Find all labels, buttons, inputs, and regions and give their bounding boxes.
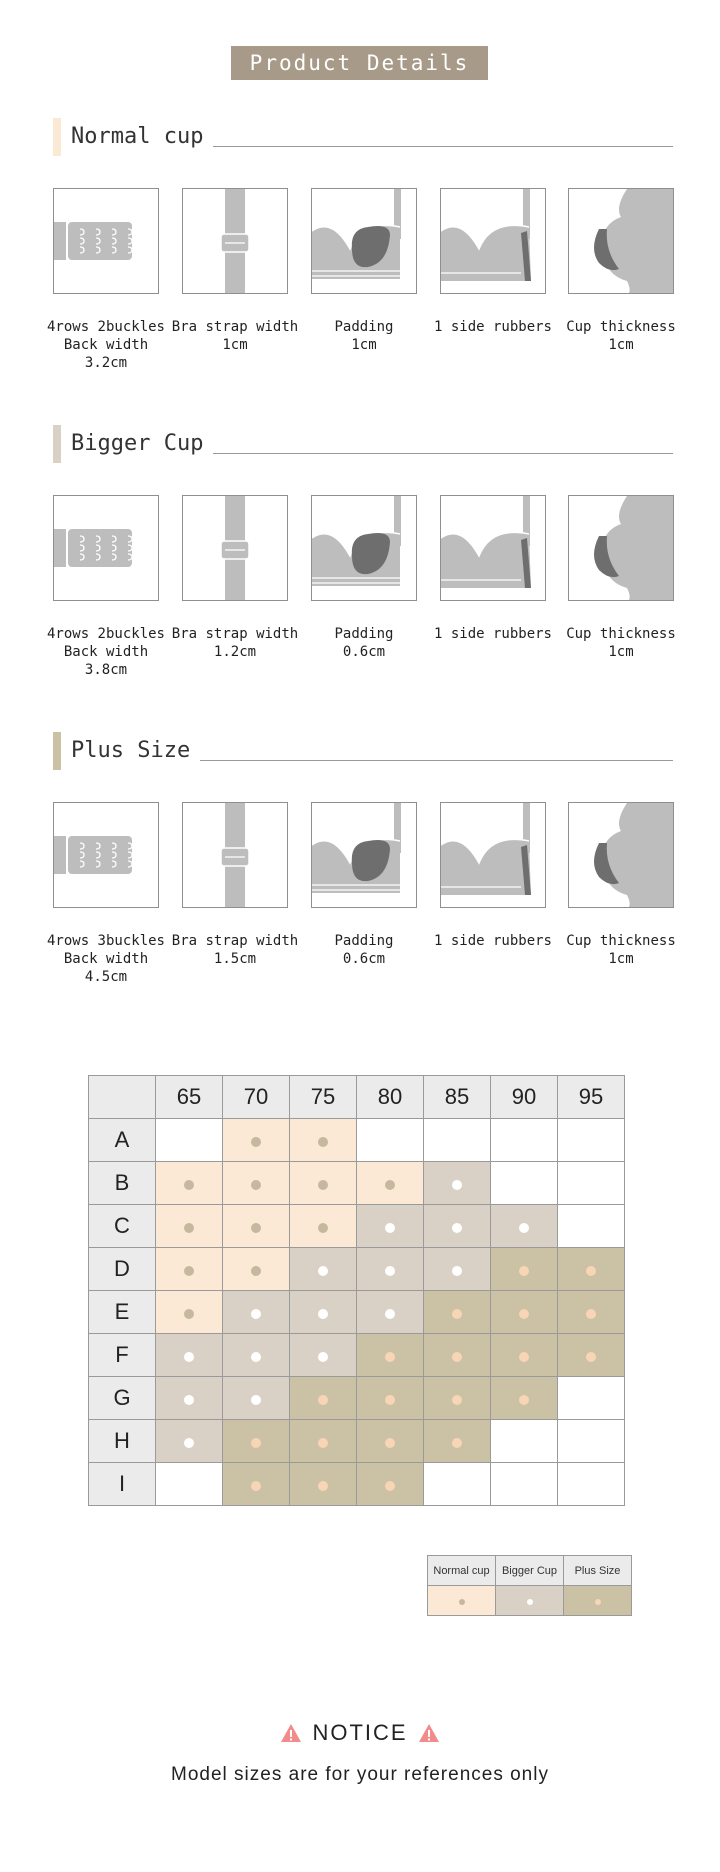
availability-dot [184,1180,194,1190]
size-empty-cell [558,1162,625,1205]
legend-labels [428,1556,632,1586]
cup-size-header: B [89,1162,156,1205]
availability-dot [251,1223,261,1233]
availability-dot [452,1266,462,1276]
table-row [89,1162,625,1205]
size-available-cell [491,1291,558,1334]
cup-size-header: A [89,1119,156,1162]
feature-caption [294,932,434,968]
availability-dot [251,1481,261,1491]
availability-dot [318,1266,328,1276]
size-available-cell [357,1162,424,1205]
availability-dot [452,1395,462,1405]
size-available-cell [223,1334,290,1377]
availability-dot [251,1180,261,1190]
section-header [53,118,673,158]
availability-dot [318,1481,328,1491]
size-available-cell [491,1377,558,1420]
section-header [53,732,673,772]
feature-caption [165,625,305,661]
caption-line: 1cm [351,337,377,353]
size-available-cell [156,1377,223,1420]
section-title: Bigger Cup [71,431,204,456]
legend-dot [459,1599,465,1605]
size-empty-cell [424,1119,491,1162]
availability-dot [318,1309,328,1319]
caption-line: Cup thickness [566,933,676,949]
caption-line: 1 side rubbers [433,933,552,949]
padding-icon [311,802,417,908]
caption-line: 4.5cm [84,969,128,985]
caption-line: Cup thickness [566,319,676,335]
legend-dot [527,1599,533,1605]
size-available-cell [223,1291,290,1334]
caption-line: Padding [334,319,394,335]
availability-dot [318,1223,328,1233]
caption-line: 0.6cm [342,644,386,660]
band-size-header: 90 [491,1076,558,1119]
size-available-cell [424,1334,491,1377]
availability-dot [452,1223,462,1233]
cup-thickness-icon [568,188,674,294]
feature-caption [551,318,691,354]
feature-caption [294,318,434,354]
size-available-cell [424,1291,491,1334]
availability-dot [251,1352,261,1362]
size-empty-cell [558,1205,625,1248]
size-empty-cell [491,1420,558,1463]
section-marker [53,425,61,463]
caption-line: 1 side rubbers [433,626,552,642]
availability-dot [251,1309,261,1319]
size-chart-legend [427,1555,632,1616]
availability-dot [385,1266,395,1276]
size-available-cell [491,1248,558,1291]
section-title: Normal cup [71,124,204,149]
availability-dot [385,1309,395,1319]
size-available-cell [290,1248,357,1291]
feature-caption [423,932,563,950]
availability-dot [519,1266,529,1276]
availability-dot [184,1438,194,1448]
table-row [89,1334,625,1377]
availability-dot [385,1481,395,1491]
size-empty-cell [558,1377,625,1420]
bra-strap-icon [182,188,288,294]
size-available-cell [290,1291,357,1334]
feature-caption [294,625,434,661]
section-title: Plus Size [71,738,191,763]
cup-size-header: I [89,1463,156,1506]
legend-swatches [428,1586,632,1616]
warning-triangle-icon [418,1723,440,1743]
caption-line: 1.2cm [213,644,257,660]
caption-line: 1cm [222,337,248,353]
section-divider [213,146,673,147]
feature-caption [551,932,691,968]
band-size-header: 80 [357,1076,424,1119]
size-available-cell [424,1162,491,1205]
size-available-cell [156,1420,223,1463]
size-available-cell [424,1377,491,1420]
caption-line: Bra strap width [171,626,299,642]
caption-line: 1 side rubbers [433,319,552,335]
caption-line: Back width [63,337,149,353]
size-available-cell [290,1205,357,1248]
hook-eye-closure-icon [53,188,159,294]
hook-eye-closure-icon [53,495,159,601]
caption-line: 4rows 3buckles [46,933,165,949]
size-available-cell [424,1420,491,1463]
size-available-cell [156,1291,223,1334]
caption-line: 4rows 2buckles [46,319,165,335]
availability-dot [184,1309,194,1319]
bra-strap-icon [182,802,288,908]
cup-thickness-icon [568,495,674,601]
availability-dot [184,1352,194,1362]
size-available-cell [357,1291,424,1334]
availability-dot [385,1438,395,1448]
section-marker [53,732,61,770]
legend-swatch [496,1586,564,1616]
size-available-cell [156,1334,223,1377]
size-available-cell [223,1463,290,1506]
size-empty-cell [558,1119,625,1162]
size-available-cell [223,1248,290,1291]
table-row [89,1420,625,1463]
section-normal-cup [0,118,720,398]
bra-strap-icon [182,495,288,601]
size-chart-header-row [89,1076,625,1119]
size-available-cell [357,1463,424,1506]
table-row [89,1205,625,1248]
size-empty-cell [558,1420,625,1463]
size-available-cell [156,1162,223,1205]
feature-caption [165,318,305,354]
caption-line: 1cm [608,644,634,660]
cup-size-header: F [89,1334,156,1377]
table-row [89,1248,625,1291]
size-empty-cell [491,1463,558,1506]
caption-line: 0.6cm [342,951,386,967]
caption-line: 3.2cm [84,355,128,371]
availability-dot [385,1223,395,1233]
availability-dot [385,1395,395,1405]
cup-size-header: E [89,1291,156,1334]
legend-swatch [428,1586,496,1616]
side-rubber-icon [440,802,546,908]
caption-line: 1.5cm [213,951,257,967]
availability-dot [452,1438,462,1448]
notice-text: Model sizes are for your references only [171,1764,549,1785]
caption-line: Bra strap width [171,319,299,335]
notice-title: NOTICE [312,1720,408,1745]
table-row [89,1463,625,1506]
size-available-cell [290,1162,357,1205]
availability-dot [251,1438,261,1448]
page-title [231,46,488,80]
feature-caption [36,625,176,679]
band-size-header: 95 [558,1076,625,1119]
caption-line: Back width [63,951,149,967]
size-available-cell [290,1119,357,1162]
padding-icon [311,188,417,294]
feature-caption [36,318,176,372]
cup-size-header: H [89,1420,156,1463]
size-available-cell [290,1420,357,1463]
size-available-cell [357,1205,424,1248]
caption-line: Padding [334,626,394,642]
availability-dot [586,1309,596,1319]
cup-size-header: C [89,1205,156,1248]
size-empty-cell [156,1463,223,1506]
band-size-header: 75 [290,1076,357,1119]
availability-dot [184,1266,194,1276]
section-bigger-cup [0,425,720,705]
legend-label: Bigger Cup [496,1556,564,1586]
hook-eye-closure-icon [53,802,159,908]
availability-dot [385,1180,395,1190]
warning-triangle-icon [280,1723,302,1743]
size-available-cell [156,1205,223,1248]
availability-dot [318,1180,328,1190]
band-size-header: 65 [156,1076,223,1119]
caption-line: 4rows 2buckles [46,626,165,642]
availability-dot [184,1395,194,1405]
size-available-cell [558,1291,625,1334]
size-available-cell [156,1248,223,1291]
availability-dot [184,1223,194,1233]
availability-dot [452,1180,462,1190]
size-empty-cell [491,1162,558,1205]
availability-dot [251,1137,261,1147]
size-empty-cell [156,1119,223,1162]
cup-size-header: D [89,1248,156,1291]
caption-line: Bra strap width [171,933,299,949]
size-available-cell [223,1420,290,1463]
availability-dot [586,1352,596,1362]
size-available-cell [357,1377,424,1420]
caption-line: 1cm [608,951,634,967]
feature-caption [551,625,691,661]
size-available-cell [357,1334,424,1377]
notice-block [0,1720,720,1786]
availability-dot [385,1352,395,1362]
size-empty-cell [491,1119,558,1162]
table-row [89,1291,625,1334]
size-available-cell [424,1205,491,1248]
availability-dot [519,1223,529,1233]
availability-dot [452,1352,462,1362]
size-available-cell [491,1334,558,1377]
section-marker [53,118,61,156]
availability-dot [519,1309,529,1319]
feature-caption [165,932,305,968]
band-size-header: 70 [223,1076,290,1119]
page-title-text: Product Details [249,51,470,75]
legend-swatch [564,1586,632,1616]
size-available-cell [491,1205,558,1248]
section-divider [213,453,673,454]
size-available-cell [223,1162,290,1205]
size-chart-table [88,1075,625,1506]
availability-dot [251,1395,261,1405]
availability-dot [318,1137,328,1147]
section-header [53,425,673,465]
side-rubber-icon [440,495,546,601]
size-empty-cell [357,1119,424,1162]
size-available-cell [357,1248,424,1291]
legend-label: Plus Size [564,1556,632,1586]
caption-line: 1cm [608,337,634,353]
feature-caption [423,318,563,336]
table-row [89,1119,625,1162]
feature-caption [423,625,563,643]
size-available-cell [357,1420,424,1463]
section-plus-size [0,732,720,1012]
caption-line: Cup thickness [566,626,676,642]
padding-icon [311,495,417,601]
size-available-cell [290,1463,357,1506]
size-available-cell [424,1248,491,1291]
legend-label: Normal cup [428,1556,496,1586]
availability-dot [251,1266,261,1276]
caption-line: Back width [63,644,149,660]
size-available-cell [223,1119,290,1162]
cup-size-header: G [89,1377,156,1420]
table-row [89,1377,625,1420]
size-available-cell [290,1334,357,1377]
side-rubber-icon [440,188,546,294]
size-available-cell [558,1248,625,1291]
cup-thickness-icon [568,802,674,908]
size-available-cell [223,1377,290,1420]
availability-dot [519,1352,529,1362]
size-available-cell [558,1334,625,1377]
availability-dot [318,1438,328,1448]
feature-caption [36,932,176,986]
availability-dot [519,1395,529,1405]
corner-cell [89,1076,156,1119]
caption-line: 3.8cm [84,662,128,678]
legend-dot [595,1599,601,1605]
availability-dot [318,1352,328,1362]
size-available-cell [290,1377,357,1420]
availability-dot [586,1266,596,1276]
availability-dot [452,1309,462,1319]
size-empty-cell [424,1463,491,1506]
caption-line: Padding [334,933,394,949]
size-empty-cell [558,1463,625,1506]
band-size-header: 85 [424,1076,491,1119]
availability-dot [318,1395,328,1405]
section-divider [200,760,673,761]
size-available-cell [223,1205,290,1248]
